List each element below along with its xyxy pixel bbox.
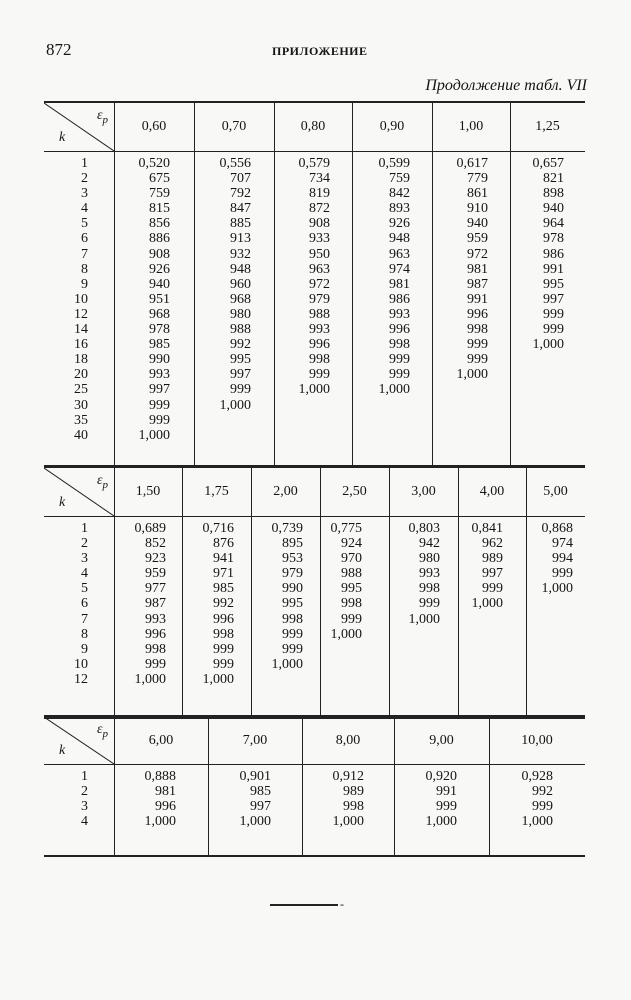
table-cell: 996: [155, 799, 176, 815]
column-divider: [114, 466, 115, 717]
table-cell: 993: [149, 367, 170, 383]
table-cell: 974: [389, 261, 410, 277]
table-cell: 908: [149, 246, 170, 262]
table-body: [44, 150, 585, 465]
table-cell: 991: [543, 261, 564, 277]
table-cell: 960: [230, 276, 251, 292]
table-cell: 978: [149, 322, 170, 338]
table-cell: 792: [230, 186, 251, 202]
table-cell: 999: [282, 641, 303, 657]
table-cell: 995: [543, 276, 564, 292]
table-cell: 992: [532, 784, 553, 800]
table-cell: 989: [343, 784, 364, 800]
table-cell: 996: [145, 626, 166, 642]
column-header: 1,75: [204, 484, 229, 499]
value-column: [44, 769, 553, 829]
table-cell: 1,000: [271, 656, 303, 672]
table-cell: 997: [149, 382, 170, 398]
column-header: 2,00: [273, 484, 298, 499]
k-label: k: [59, 495, 66, 510]
column-divider: [526, 466, 527, 717]
table-cell: 1,000: [456, 367, 488, 383]
k-value: 30: [74, 397, 88, 413]
k-value: 8: [81, 261, 88, 277]
table-cell: 819: [309, 186, 330, 202]
table-cell: 999: [309, 367, 330, 383]
table-cell: 779: [467, 171, 488, 187]
column-divider: [389, 466, 390, 717]
table-cell: 991: [436, 784, 457, 800]
table-cell: 842: [389, 186, 410, 202]
footer-rule: [270, 904, 338, 906]
table-cell: 861: [467, 186, 488, 202]
table-cell: 964: [543, 216, 564, 232]
table-cell: 988: [341, 566, 362, 582]
k-value: 3: [81, 799, 88, 815]
table-cell: 953: [282, 551, 303, 567]
k-value: 4: [81, 814, 88, 830]
column-divider: [274, 101, 275, 465]
table-cell: 0,599: [378, 156, 410, 171]
table-cell: 0,928: [521, 769, 553, 784]
table-cell: 992: [230, 337, 251, 353]
table-cell: 985: [213, 581, 234, 597]
table-cell: 999: [341, 611, 362, 627]
table-cell: 999: [230, 382, 251, 398]
table-cell: 999: [532, 799, 553, 815]
table-cell: 963: [389, 246, 410, 262]
k-value: 1: [81, 156, 88, 171]
table-header: [44, 101, 585, 152]
table-cell: 968: [230, 291, 251, 307]
column-header: 5,00: [543, 484, 568, 499]
table-cell: 910: [467, 201, 488, 217]
table-cell: 998: [389, 337, 410, 353]
table-cell: 998: [309, 352, 330, 368]
column-header: 0,80: [300, 119, 326, 134]
table-cell: 0,868: [541, 521, 573, 536]
table-cell: 815: [149, 201, 170, 217]
k-value: 18: [74, 352, 88, 368]
table-cell: 980: [419, 551, 440, 567]
table-cell: 0,775: [330, 521, 362, 536]
k-value: 25: [74, 382, 88, 398]
k-value: 6: [81, 596, 88, 612]
k-value: 9: [81, 641, 88, 657]
table-cell: 998: [282, 611, 303, 627]
column-header: 1,50: [135, 484, 161, 499]
column-header: 1,25: [535, 119, 560, 134]
table-cell: 0,803: [408, 521, 440, 536]
k-value: 4: [81, 566, 88, 582]
table-cell: 893: [389, 201, 410, 217]
column-divider: [194, 101, 195, 465]
table-cell: 876: [213, 536, 234, 552]
table-cell: 1,000: [298, 382, 330, 398]
table-cell: 999: [482, 581, 503, 597]
column-header: 0,70: [221, 119, 247, 134]
table-cell: 972: [309, 276, 330, 292]
table-body: [44, 763, 585, 855]
epsilon-label: [97, 108, 108, 126]
table-cell: 923: [145, 551, 166, 567]
k-value: 2: [81, 784, 88, 800]
table-cell: 972: [467, 246, 488, 262]
table-cell: 1,000: [134, 671, 166, 687]
table-cell: 0,920: [425, 769, 457, 784]
table-cell: 998: [419, 581, 440, 597]
column-divider: [182, 466, 183, 717]
k-value: 2: [81, 171, 88, 187]
corner-cell: [44, 717, 114, 764]
k-value: 1: [81, 769, 88, 784]
table-cell: 987: [145, 596, 166, 612]
table-cell: 941: [213, 551, 234, 567]
table-cell: 990: [149, 352, 170, 368]
k-value: 2: [81, 536, 88, 552]
table-header: [44, 715, 585, 765]
table-cell: 1,000: [408, 611, 440, 627]
table-cell: 924: [341, 536, 362, 552]
value-column: [44, 521, 573, 596]
table-cell: 986: [389, 291, 410, 307]
column-header: 3,00: [411, 484, 436, 499]
table-cell: 0,888: [144, 769, 176, 784]
column-divider: [114, 715, 115, 855]
column-divider: [510, 101, 511, 465]
k-value: 3: [81, 186, 88, 202]
table-cell: 675: [149, 171, 170, 187]
table-cell: 940: [149, 276, 170, 292]
table-cell: 0,556: [219, 156, 251, 171]
table-cell: 981: [389, 276, 410, 292]
table-cell: 1,000: [541, 581, 573, 597]
epsilon-label: [97, 473, 108, 491]
running-head: ПРИЛОЖЕНИЕ: [272, 44, 368, 58]
table-cell: 933: [309, 231, 330, 247]
table-cell: 971: [213, 566, 234, 582]
epsilon-symbol: ε: [96, 722, 103, 737]
column-header: 10,00: [521, 733, 553, 748]
table-cell: 1,000: [144, 814, 176, 830]
k-value: 1: [81, 521, 88, 536]
k-value: 6: [81, 231, 88, 247]
data-table: [44, 715, 585, 856]
table-cell: 991: [467, 291, 488, 307]
column-header: 9,00: [429, 733, 454, 748]
table-cell: 962: [482, 536, 503, 552]
table-cell: 1,000: [332, 814, 364, 830]
table-cell: 993: [419, 566, 440, 582]
table-cell: 990: [282, 581, 303, 597]
table-cell: 0,520: [138, 156, 170, 171]
table-cell: 996: [213, 611, 234, 627]
table-cell: 913: [230, 231, 251, 247]
table-cell: 959: [145, 566, 166, 582]
table-cell: 974: [552, 536, 573, 552]
table-cell: 997: [230, 367, 251, 383]
table-cell: 926: [389, 216, 410, 232]
table-cell: 999: [467, 337, 488, 353]
table-cell: 0,716: [202, 521, 234, 536]
table-cell: 978: [543, 231, 564, 247]
table-cell: 856: [149, 216, 170, 232]
table-cell: 895: [282, 536, 303, 552]
k-value: 8: [81, 626, 88, 642]
k-value: 20: [74, 367, 88, 383]
column-header: 0,90: [379, 119, 405, 134]
table-cell: 0,739: [271, 521, 303, 536]
table-cell: 959: [467, 231, 488, 247]
page-number: 872: [46, 40, 72, 59]
table-cell: 940: [543, 201, 564, 217]
table-cell: 1,000: [219, 397, 251, 413]
table-cell: 926: [149, 261, 170, 277]
table-cell: 886: [149, 231, 170, 247]
column-header: 0,60: [141, 119, 167, 134]
table-cell: 992: [213, 596, 234, 612]
table-cell: 996: [467, 306, 488, 322]
column-divider: [320, 466, 321, 717]
table-cell: 948: [389, 231, 410, 247]
column-divider: [352, 101, 353, 465]
table-cell: 0,689: [134, 521, 166, 536]
table-cell: 1,000: [425, 814, 457, 830]
table-cell: 0,841: [471, 521, 503, 536]
k-value: 10: [74, 291, 88, 307]
table-cell: 1,000: [330, 626, 362, 642]
table-cell: 950: [309, 246, 330, 262]
k-value: 5: [81, 216, 88, 232]
table-cell: 847: [230, 201, 251, 217]
column-divider: [394, 715, 395, 855]
table-cell: 942: [419, 536, 440, 552]
table-cell: 998: [213, 626, 234, 642]
table-cell: 932: [230, 246, 251, 262]
table-cell: 993: [309, 322, 330, 338]
table-cell: 980: [230, 306, 251, 322]
table-cell: 999: [389, 352, 410, 368]
table-cell: 993: [389, 306, 410, 322]
corner-cell: [44, 103, 114, 151]
table-cell: 977: [145, 581, 166, 597]
table-bottom-rule: [44, 855, 585, 857]
table-cell: 951: [149, 291, 170, 307]
table-cell: 940: [467, 216, 488, 232]
epsilon-subscript: p: [102, 113, 108, 126]
table-cell: 999: [389, 367, 410, 383]
value-column: [44, 156, 564, 352]
k-value: 5: [81, 581, 88, 597]
table-cell: 898: [543, 186, 564, 202]
table-cell: 999: [419, 596, 440, 612]
table-cell: 948: [230, 261, 251, 277]
table-cell: 885: [230, 216, 251, 232]
table-cell: 999: [213, 656, 234, 672]
k-value: 35: [74, 412, 88, 428]
table-continuation-caption: Продолжение табл. VII: [425, 77, 587, 94]
table-cell: 970: [341, 551, 362, 567]
table-cell: 0,901: [239, 769, 271, 784]
table-cell: 997: [250, 799, 271, 815]
table-cell: 998: [341, 596, 362, 612]
table-cell: 963: [309, 261, 330, 277]
table-body: [44, 515, 585, 717]
table-cell: 998: [467, 322, 488, 338]
table-cell: 1,000: [521, 814, 553, 830]
column-header: 1,00: [458, 119, 484, 134]
table-cell: 0,657: [532, 156, 564, 171]
table-cell: 988: [309, 306, 330, 322]
table-cell: 999: [149, 412, 170, 428]
column-divider: [114, 101, 115, 465]
epsilon-symbol: ε: [96, 473, 103, 488]
epsilon-symbol: ε: [96, 108, 103, 123]
table-cell: 987: [467, 276, 488, 292]
table-cell: 1,000: [378, 382, 410, 398]
table-cell: 759: [389, 171, 410, 187]
table-cell: 0,912: [332, 769, 364, 784]
table-cell: 999: [436, 799, 457, 815]
k-value: 14: [74, 322, 88, 338]
epsilon-subscript: p: [102, 478, 108, 491]
table-cell: 998: [145, 641, 166, 657]
epsilon-subscript: p: [102, 727, 108, 740]
k-value: 4: [81, 201, 88, 217]
k-value: 10: [74, 656, 88, 672]
table-cell: 995: [341, 581, 362, 597]
table-cell: 872: [309, 201, 330, 217]
table-cell: 734: [309, 171, 330, 187]
table-cell: 979: [282, 566, 303, 582]
table-cell: 979: [309, 291, 330, 307]
table-cell: 1,000: [471, 596, 503, 612]
epsilon-label: [97, 722, 108, 740]
column-divider: [489, 715, 490, 855]
table-header: [44, 466, 585, 517]
column-divider: [302, 715, 303, 855]
table-cell: 985: [250, 784, 271, 800]
table-cell: 995: [282, 596, 303, 612]
table-cell: 999: [467, 352, 488, 368]
data-table: [44, 101, 585, 466]
table-cell: 1,000: [202, 671, 234, 687]
table-cell: 999: [149, 397, 170, 413]
table-cell: 996: [309, 337, 330, 353]
k-label: k: [59, 130, 66, 145]
table-cell: 1,000: [532, 337, 564, 353]
table-cell: 0,617: [456, 156, 488, 171]
k-value: 9: [81, 276, 88, 292]
table-cell: 852: [145, 536, 166, 552]
k-value: 16: [74, 337, 88, 353]
table-cell: 993: [145, 611, 166, 627]
k-value: 7: [81, 611, 88, 627]
column-divider: [208, 715, 209, 855]
table-cell: 821: [543, 171, 564, 187]
column-header: 7,00: [242, 733, 268, 748]
footer-dash: -: [340, 897, 344, 911]
table-cell: 995: [230, 352, 251, 368]
table-cell: 981: [467, 261, 488, 277]
table-cell: 908: [309, 216, 330, 232]
table-cell: 999: [213, 641, 234, 657]
k-value: 3: [81, 551, 88, 567]
table-cell: 968: [149, 306, 170, 322]
k-value: 12: [74, 671, 88, 687]
column-divider: [458, 466, 459, 717]
data-table: [44, 466, 585, 718]
k-value: 7: [81, 246, 88, 262]
table-cell: 759: [149, 186, 170, 202]
table-cell: 981: [155, 784, 176, 800]
table-cell: 999: [543, 306, 564, 322]
table-cell: 994: [552, 551, 573, 567]
table-cell: 999: [282, 626, 303, 642]
table-cell: 997: [482, 566, 503, 582]
column-header: 8,00: [335, 733, 361, 748]
table-cell: 1,000: [138, 427, 170, 443]
k-value: 12: [74, 306, 88, 322]
table-cell: 996: [389, 322, 410, 338]
corner-cell: [44, 468, 114, 516]
table-cell: 707: [230, 171, 251, 187]
table-cell: 999: [543, 322, 564, 338]
column-header: 6,00: [148, 733, 174, 748]
table-cell: 999: [145, 656, 166, 672]
table-cell: 989: [482, 551, 503, 567]
table-cell: 998: [343, 799, 364, 815]
table-cell: 999: [552, 566, 573, 582]
table-cell: 1,000: [239, 814, 271, 830]
table-cell: 997: [543, 291, 564, 307]
table-cell: 988: [230, 322, 251, 338]
column-divider: [432, 101, 433, 465]
k-value: 40: [74, 427, 88, 443]
column-header: 4,00: [479, 484, 505, 499]
k-label: k: [59, 743, 66, 758]
table-cell: 985: [149, 337, 170, 353]
column-divider: [251, 466, 252, 717]
column-header: 2,50: [342, 484, 367, 499]
table-cell: 0,579: [298, 156, 330, 171]
table-cell: 986: [543, 246, 564, 262]
